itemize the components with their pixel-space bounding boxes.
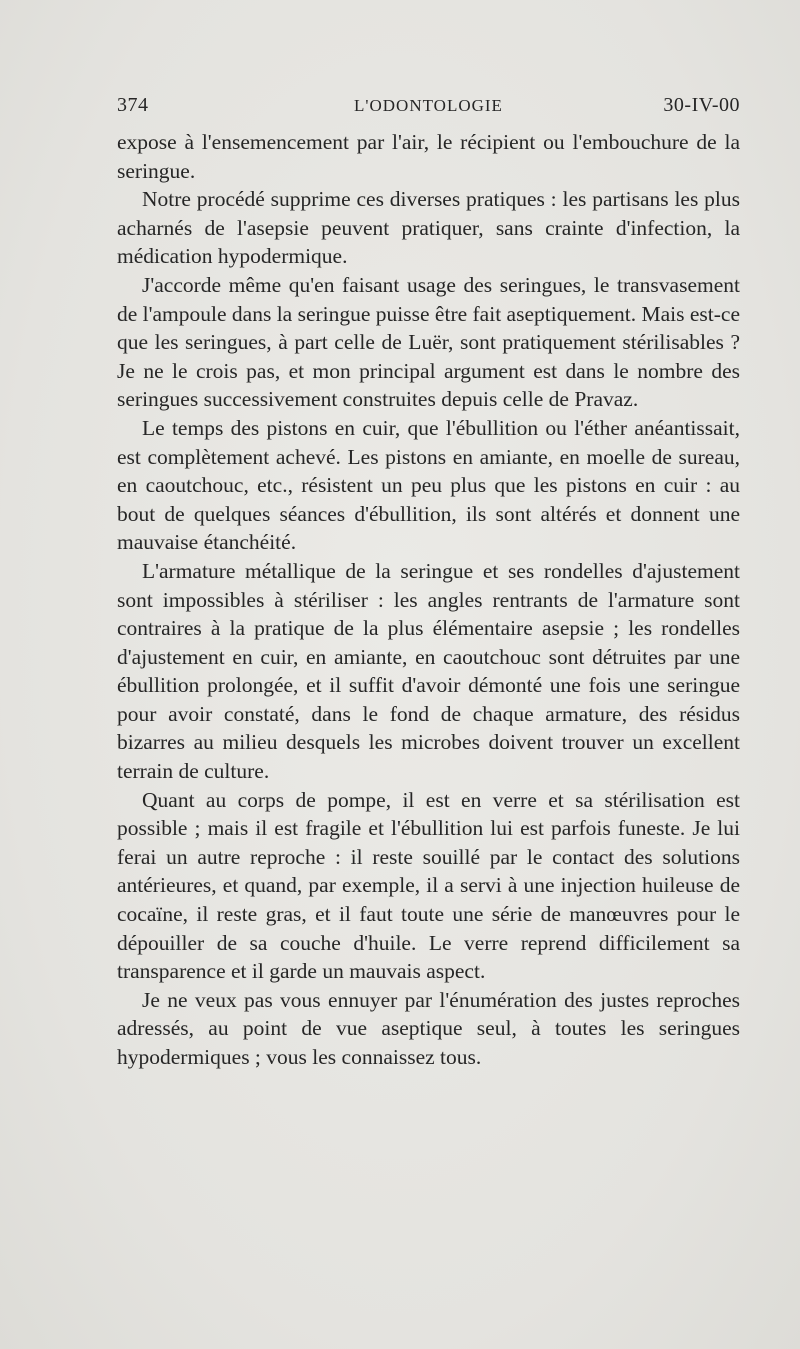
page-number: 374 <box>117 94 149 116</box>
paragraph: Quant au corps de pompe, il est en verre et sa stérilisation est possible ; mais il est fragile et l'ébullition lui est parfois funeste. Je lui ferai un autre reproche : il reste souillé par le contact des solutions antérieures, et quand, par exemple, il a servi à une injection huileuse de cocaïne, il reste gras, et il faut toute une série de manœuvres pour le dépouiller de sa couche d'huile. Le verre reprend difficilement sa transparence et il garde un mauvais aspect. <box>117 787 740 984</box>
paragraph: Notre procédé supprime ces diverses pratiques : les partisans les plus acharnés de l'asepsie peuvent pratiquer, sans crainte d'infection, la médication hypodermique. <box>117 187 740 269</box>
journal-title: L'ODONTOLOGIE <box>354 96 503 115</box>
paragraph: J'accorde même qu'en faisant usage des seringues, le transvasement de l'ampoule dans la seringue puisse être fait aseptiquement. Mais est-ce que les seringues, à part celle de Luër, sont pratiquement stérilisables ? Je ne le crois pas, et mon principal argument est dans le nombre des seringues successivement construites depuis celle de Pravaz. <box>117 272 740 412</box>
paragraph: L'armature métallique de la seringue et ses rondelles d'ajustement sont impossibles à stériliser : les angles rentrants de l'armature sont contraires à la pratique de la plus élémentaire asepsie ; les rondelles d'ajustement en cuir, en amiante, en caoutchouc sont détruites par une ébullition prolongée, et il suffit d'avoir démonté une fois une seringue pour avoir constaté, dans le fond de chaque armature, des résidus bizarres au milieu desquels les microbes doivent trouver un excellent terrain de culture. <box>117 558 740 784</box>
body-text <box>117 128 740 1072</box>
paragraph: Je ne veux pas vous ennuyer par l'énumération des justes reproches adressés, au point de vue aseptique seul, à toutes les seringues hypodermiques ; vous les connaissez tous. <box>117 987 740 1069</box>
paragraph-continuation: expose à l'ensemencement par l'air, le récipient ou l'embouchure de la seringue. <box>117 130 740 183</box>
paragraph: Le temps des pistons en cuir, que l'ébullition ou l'éther anéantissait, est complètement achevé. Les pistons en amiante, en moelle de sureau, en caoutchouc, etc., résistent un peu plus que les pistons en cuir : au bout de quelques séances d'ébullition, ils sont altérés et donnent une mauvaise étanchéité. <box>117 415 740 555</box>
running-header <box>117 94 740 124</box>
issue-date: 30-IV-00 <box>663 94 740 116</box>
